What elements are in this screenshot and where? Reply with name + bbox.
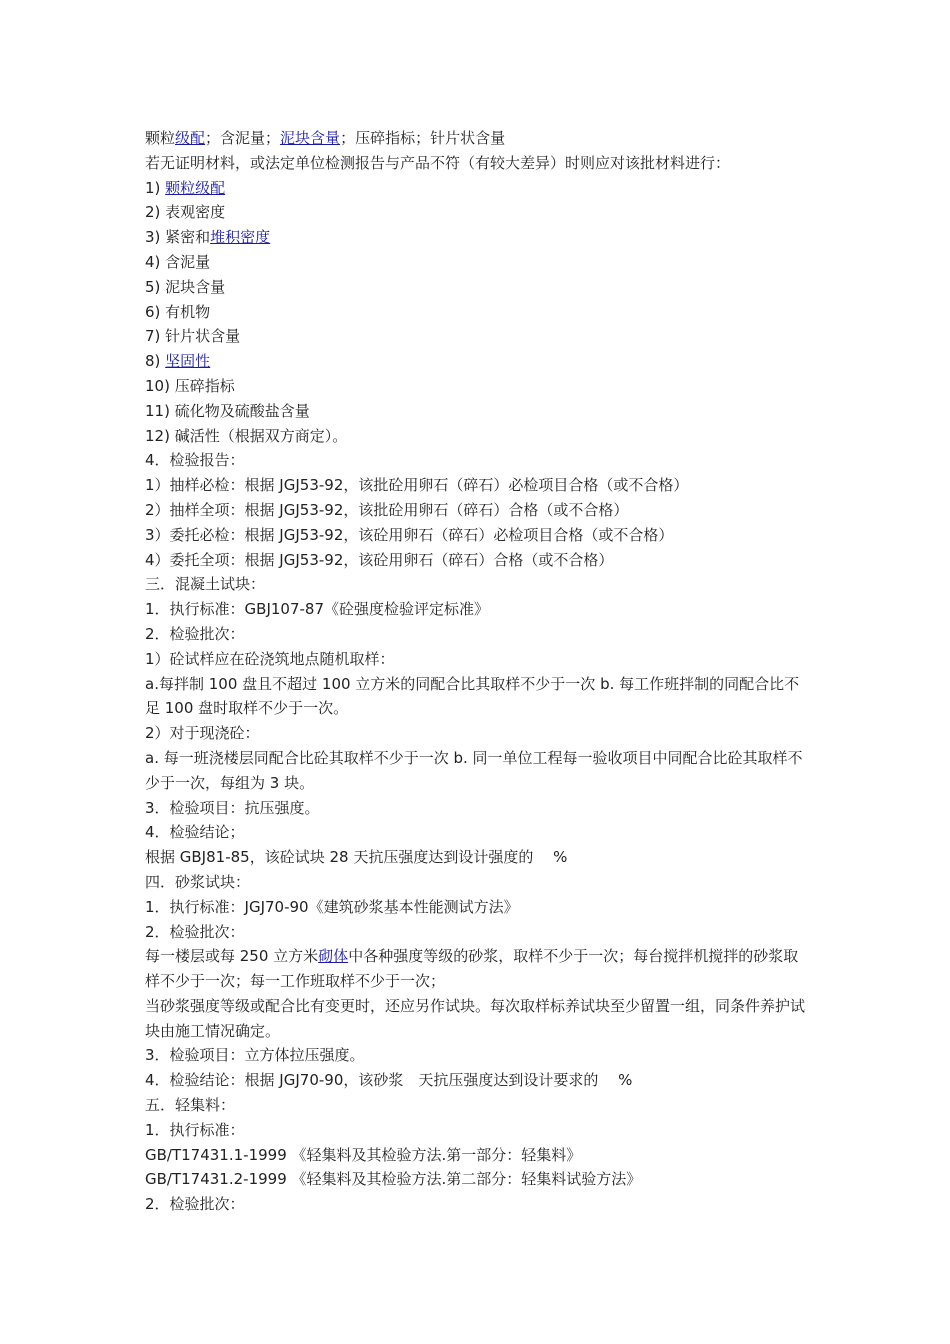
section-heading: 五．轻集料：	[145, 1096, 236, 1115]
list-item	[145, 349, 810, 374]
paragraph: 4．检验结论；	[145, 823, 245, 842]
paragraph: 1）砼试样应在砼浇筑地点随机取样：	[145, 649, 395, 668]
list-item	[145, 225, 810, 250]
link-clay-lump-content[interactable]: 泥块含量	[280, 129, 341, 147]
no-certificate-line: 若无证明材料，或法定单位检测报告与产品不符（有较大差异）时则应对该批材料进行：	[145, 153, 731, 172]
list-item: 4) 含泥量	[145, 252, 211, 271]
list-item: 7) 针片状含量	[145, 327, 241, 346]
report-item: 2）抽样全项：根据 JGJ53-92，该批砼用卵石（碎石）合格（或不合格）	[145, 500, 629, 519]
text-segment: 每一楼层或每 250 立方米	[145, 947, 319, 966]
link-soundness[interactable]: 坚固性	[165, 352, 211, 371]
paragraph: 1．执行标准：GBJ107-87《砼强度检验评定标准》	[145, 600, 490, 619]
report-item: 1）抽样必检：根据 JGJ53-92，该批砼用卵石（碎石）必检项目合格（或不合格）	[145, 476, 689, 495]
document-page	[145, 126, 810, 1217]
paragraph	[145, 944, 810, 994]
paragraph: 2．检验批次：	[145, 624, 245, 643]
paragraph: 根据 GBJ81-85，该砼试块 28 天抗压强度达到设计强度的 %	[145, 848, 568, 867]
aggregate-summary-line	[145, 126, 810, 151]
text-segment: 颗粒	[145, 129, 176, 147]
paragraph: a.每拌制 100 盘且不超过 100 立方米的同配合比其取样不少于一次 b. 每工作班拌制的同配合比不足 100 盘时取样不少于一次。	[145, 674, 800, 718]
paragraph: 4．检验结论：根据 JGJ70-90，该砂浆 天抗压强度达到设计要求的 %	[145, 1071, 633, 1090]
text-segment: 中各种强度等级的砂浆，取样不少于一次；每台搅拌机搅拌的砂浆取样不少于一次；每一工作班取样不少于一次；	[145, 947, 799, 991]
paragraph: GB/T17431.2-1999 《轻集料及其检验方法.第二部分：轻集料试验方法》	[145, 1170, 642, 1189]
report-item: 3）委托必检：根据 JGJ53-92，该砼用卵石（碎石）必检项目合格（或不合格）	[145, 525, 674, 544]
paragraph: 3．检验项目：立方体拉压强度。	[145, 1046, 365, 1065]
paragraph: 2．检验批次：	[145, 922, 245, 941]
list-item: 6) 有机物	[145, 302, 211, 321]
text-segment: ；压碎指标；针片状含量	[340, 129, 506, 147]
link-masonry[interactable]: 砌体	[318, 947, 349, 966]
list-item: 11) 硫化物及硫酸盐含量	[145, 401, 310, 420]
paragraph: 当砂浆强度等级或配合比有变更时，还应另作试块。每次取样标养试块至少留置一组，同条件养护试块由施工情况确定。	[145, 996, 806, 1040]
list-item-text: 3) 紧密和	[145, 228, 211, 247]
paragraph: 2．检验批次：	[145, 1195, 245, 1214]
text-segment: ；含泥量；	[205, 129, 281, 147]
link-bulk-density[interactable]: 堆积密度	[210, 228, 271, 247]
link-particle-grading[interactable]: 颗粒级配	[165, 178, 226, 197]
paragraph: a. 每一班浇楼层同配合比砼其取样不少于一次 b. 同一单位工程每一验收项目中同配合比砼其取样不少于一次，每组为 3 块。	[145, 748, 803, 792]
section-heading: 三．混凝土试块：	[145, 575, 266, 594]
paragraph: 1．执行标准：	[145, 1120, 245, 1139]
link-grading[interactable]: 级配	[175, 129, 206, 147]
list-item: 5) 泥块含量	[145, 277, 226, 296]
section-heading: 4．检验报告：	[145, 451, 245, 470]
report-item: 4）委托全项：根据 JGJ53-92，该砼用卵石（碎石）合格（或不合格）	[145, 550, 614, 569]
list-item: 10) 压碎指标	[145, 376, 235, 395]
list-item	[145, 176, 810, 201]
list-item: 2) 表观密度	[145, 203, 226, 222]
paragraph: GB/T17431.1-1999 《轻集料及其检验方法.第一部分：轻集料》	[145, 1145, 582, 1164]
paragraph: 2）对于现浇砼：	[145, 724, 260, 743]
list-item: 12) 碱活性（根据双方商定）。	[145, 426, 348, 445]
list-item-number: 8)	[145, 352, 166, 371]
paragraph: 3．检验项目：抗压强度。	[145, 798, 320, 817]
list-item-number: 1)	[145, 178, 166, 197]
paragraph: 1．执行标准：JGJ70-90《建筑砂浆基本性能测试方法》	[145, 897, 519, 916]
section-heading: 四．砂浆试块：	[145, 872, 251, 891]
